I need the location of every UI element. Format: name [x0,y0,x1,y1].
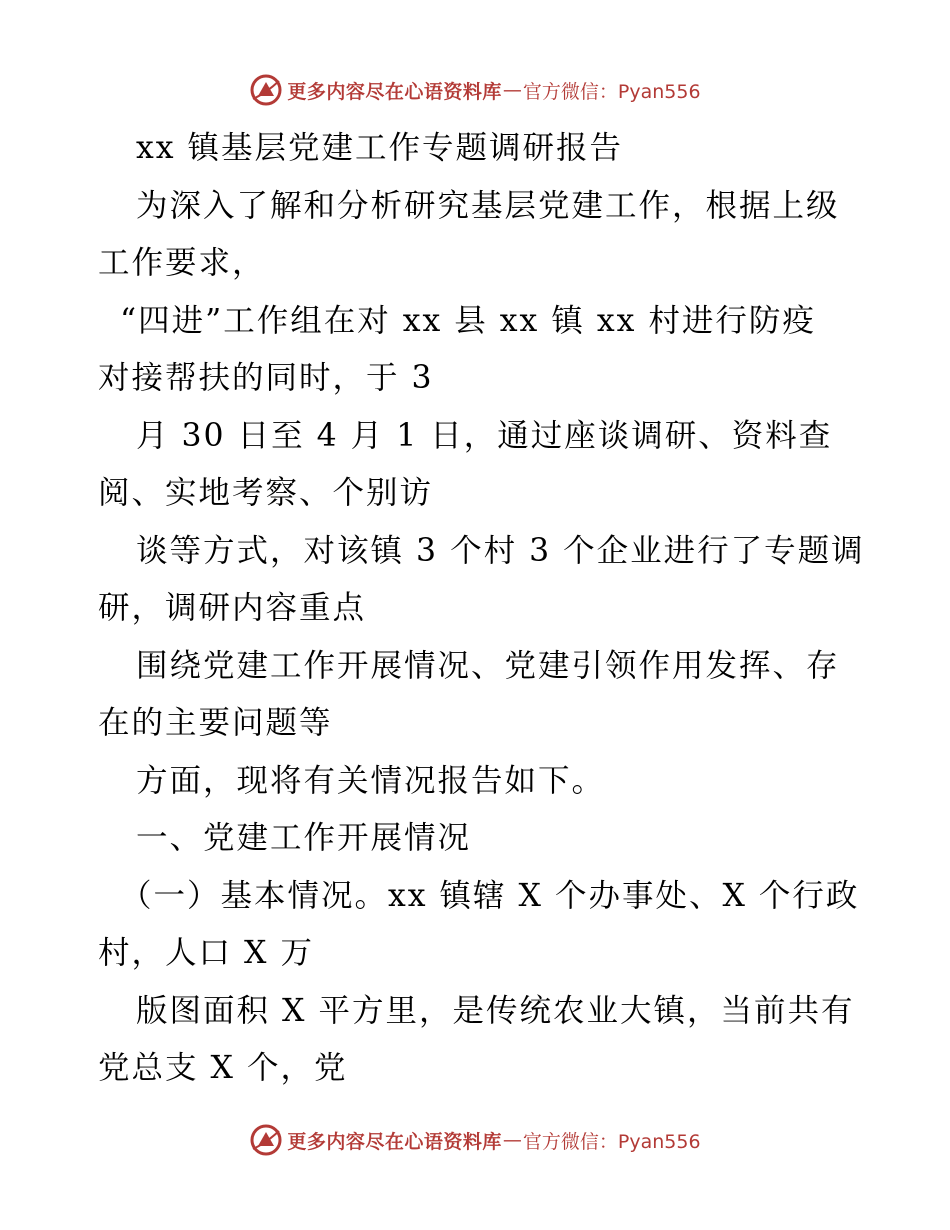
banner-wechat-text: 官方微信：Pyan556 [522,1130,701,1153]
paragraph-line: 工作要求， [98,245,266,281]
banner-separator: — [502,1129,522,1151]
banner-site-text: 更多内容尽在心语资料库 [287,1130,502,1153]
paragraph-line: 对接帮扶的同时，于 3 [98,360,434,396]
header-banner [0,70,950,110]
banner-separator: — [502,79,522,101]
paragraph-line: （一）基本情况。xx 镇辖 X 个办事处、X 个行政 [120,877,860,914]
logo-icon [249,1123,283,1157]
paragraph-line: 谈等方式，对该镇 3 个村 3 个企业进行了专题调 [136,532,865,569]
paragraph-line: 阅、实地考察、个别访 [98,475,434,511]
document-body [98,120,865,1098]
paragraph-line: 方面，现将有关情况报告如下。 [136,762,606,799]
paragraph-line: 研，调研内容重点 [98,590,367,626]
banner-site-text: 更多内容尽在心语资料库 [287,80,502,103]
banner-wechat-text: 官方微信：Pyan556 [522,80,701,103]
paragraph-line: 在的主要问题等 [98,705,333,741]
section-heading: 一、党建工作开展情况 [136,820,472,856]
paragraph-line: 村，人口 X 万 [98,935,314,971]
paragraph-line: “四进”工作组在对 xx 县 xx 镇 xx 村进行防疫 [120,302,816,339]
paragraph-line: 为深入了解和分析研究基层党建工作，根据上级 [136,187,840,224]
document-title: xx 镇基层党建工作专题调研报告 [136,130,624,166]
paragraph-line: 版图面积 X 平方里，是传统农业大镇，当前共有 [136,992,855,1029]
footer-banner [0,1120,950,1160]
paragraph-line: 月 30 日至 4 月 1 日，通过座谈调研、资料查 [136,417,833,454]
paragraph-line: 党总支 X 个，党 [98,1050,348,1086]
paragraph-line: 围绕党建工作开展情况、党建引领作用发挥、存 [136,647,840,684]
logo-icon [249,73,283,107]
